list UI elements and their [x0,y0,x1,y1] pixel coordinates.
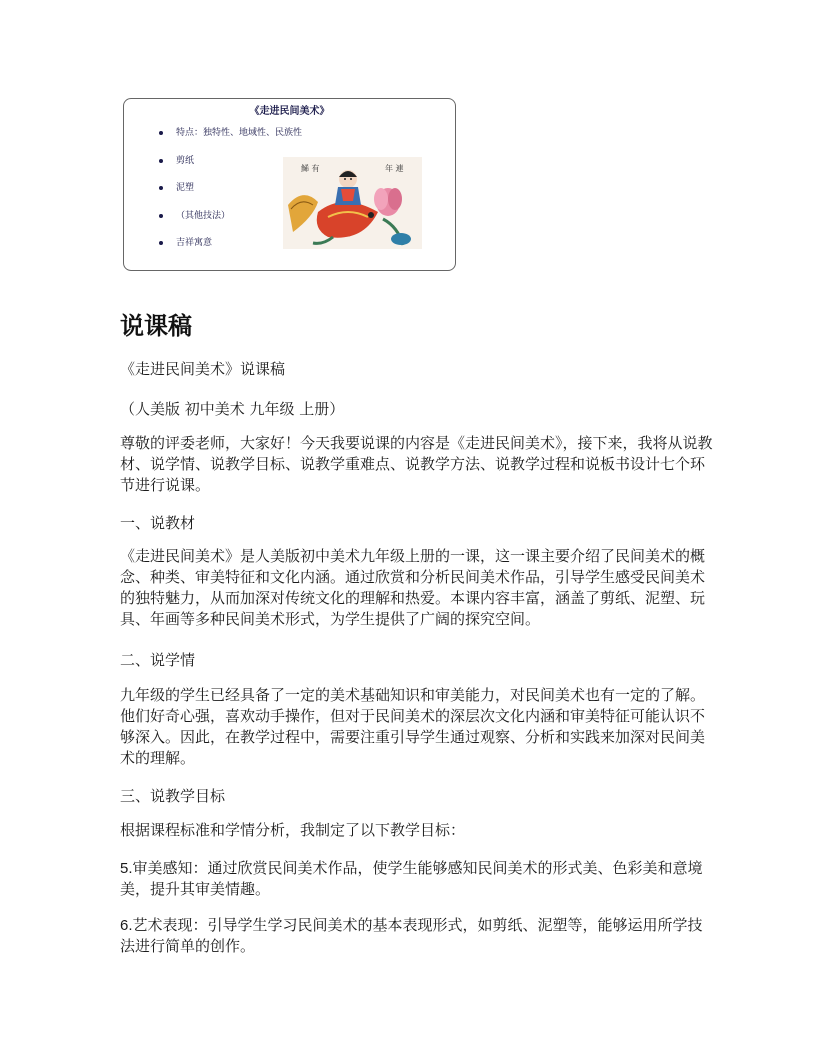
goal-6-text: 艺术表现：引导学生学习民间美术的基本表现形式，如剪纸、泥塑等，能够运用所学技法进行简单的创作。 [120,916,703,955]
section-heading-students: 二、说学情 [120,651,196,669]
goal-6 [120,915,716,957]
image-caption-right: 年 連 [385,164,404,173]
slide-title: 《走进民间美术》 [249,106,330,117]
bullet-features: 特点：独特性、地域性、民族性 [144,127,302,155]
intro-paragraph: 尊敬的评委老师，大家好！今天我要说课的内容是《走进民间美术》，接下来，我将从说教材、说学情、说教学目标、说教学重难点、说教学方法、说教学过程和说板书设计七个环节进行说课。 [120,434,713,494]
goal-5-number: 5. [120,860,133,877]
students-paragraph: 九年级的学生已经具备了一定的美术基础知识和审美能力，对民间美术也有一定的了解。他们好奇心强，喜欢动手操作，但对于民间美术的深层次文化内涵和审美特征可能认识不够深入。因此，在教学过程中，需要注重引导学生通过观察、分析和实践来加深对民间美术的理解。 [120,686,706,767]
nianhua-fish-child-image [283,157,422,249]
slide-bullet-list [144,127,302,265]
bullet-auspicious: 吉祥寓意 [144,237,302,265]
bullet-other-skills: （其他技法） [144,210,302,238]
section-heading-textbook: 一、说教材 [120,514,196,532]
page-title: 说课稿 [120,312,192,340]
goal-5 [120,858,716,900]
bullet-papercut: 剪纸 [144,155,302,183]
goal-5-text: 审美感知：通过欣赏民间美术作品，使学生能够感知民间美术的形式美、色彩美和意境美，提升其审美情趣。 [120,859,703,898]
bullet-clay: 泥塑 [144,182,302,210]
textbook-paragraph: 《走进民间美术》是人美版初中美术九年级上册的一课，这一课主要介绍了民间美术的概念、种类、审美特征和文化内涵。通过欣赏和分析民间美术作品，引导学生感受民间美术的独特魅力，从而加深对传统文化的理解和热爱。本课内容丰富，涵盖了剪纸、泥塑、玩具、年画等多种民间美术形式，为学生提供了广阔的探究空间。 [120,547,706,628]
edition-line: （人美版 初中美术 九年级 上册） [120,400,345,418]
goals-intro: 根据课程标准和学情分析，我制定了以下教学目标： [120,821,466,839]
lesson-slide [123,98,456,271]
goal-6-number: 6. [120,917,133,934]
doc-title-line: 《走进民间美术》说课稿 [120,360,286,378]
image-caption-left: 鯑 有 [301,164,320,173]
section-heading-goals: 三、说教学目标 [120,787,226,805]
